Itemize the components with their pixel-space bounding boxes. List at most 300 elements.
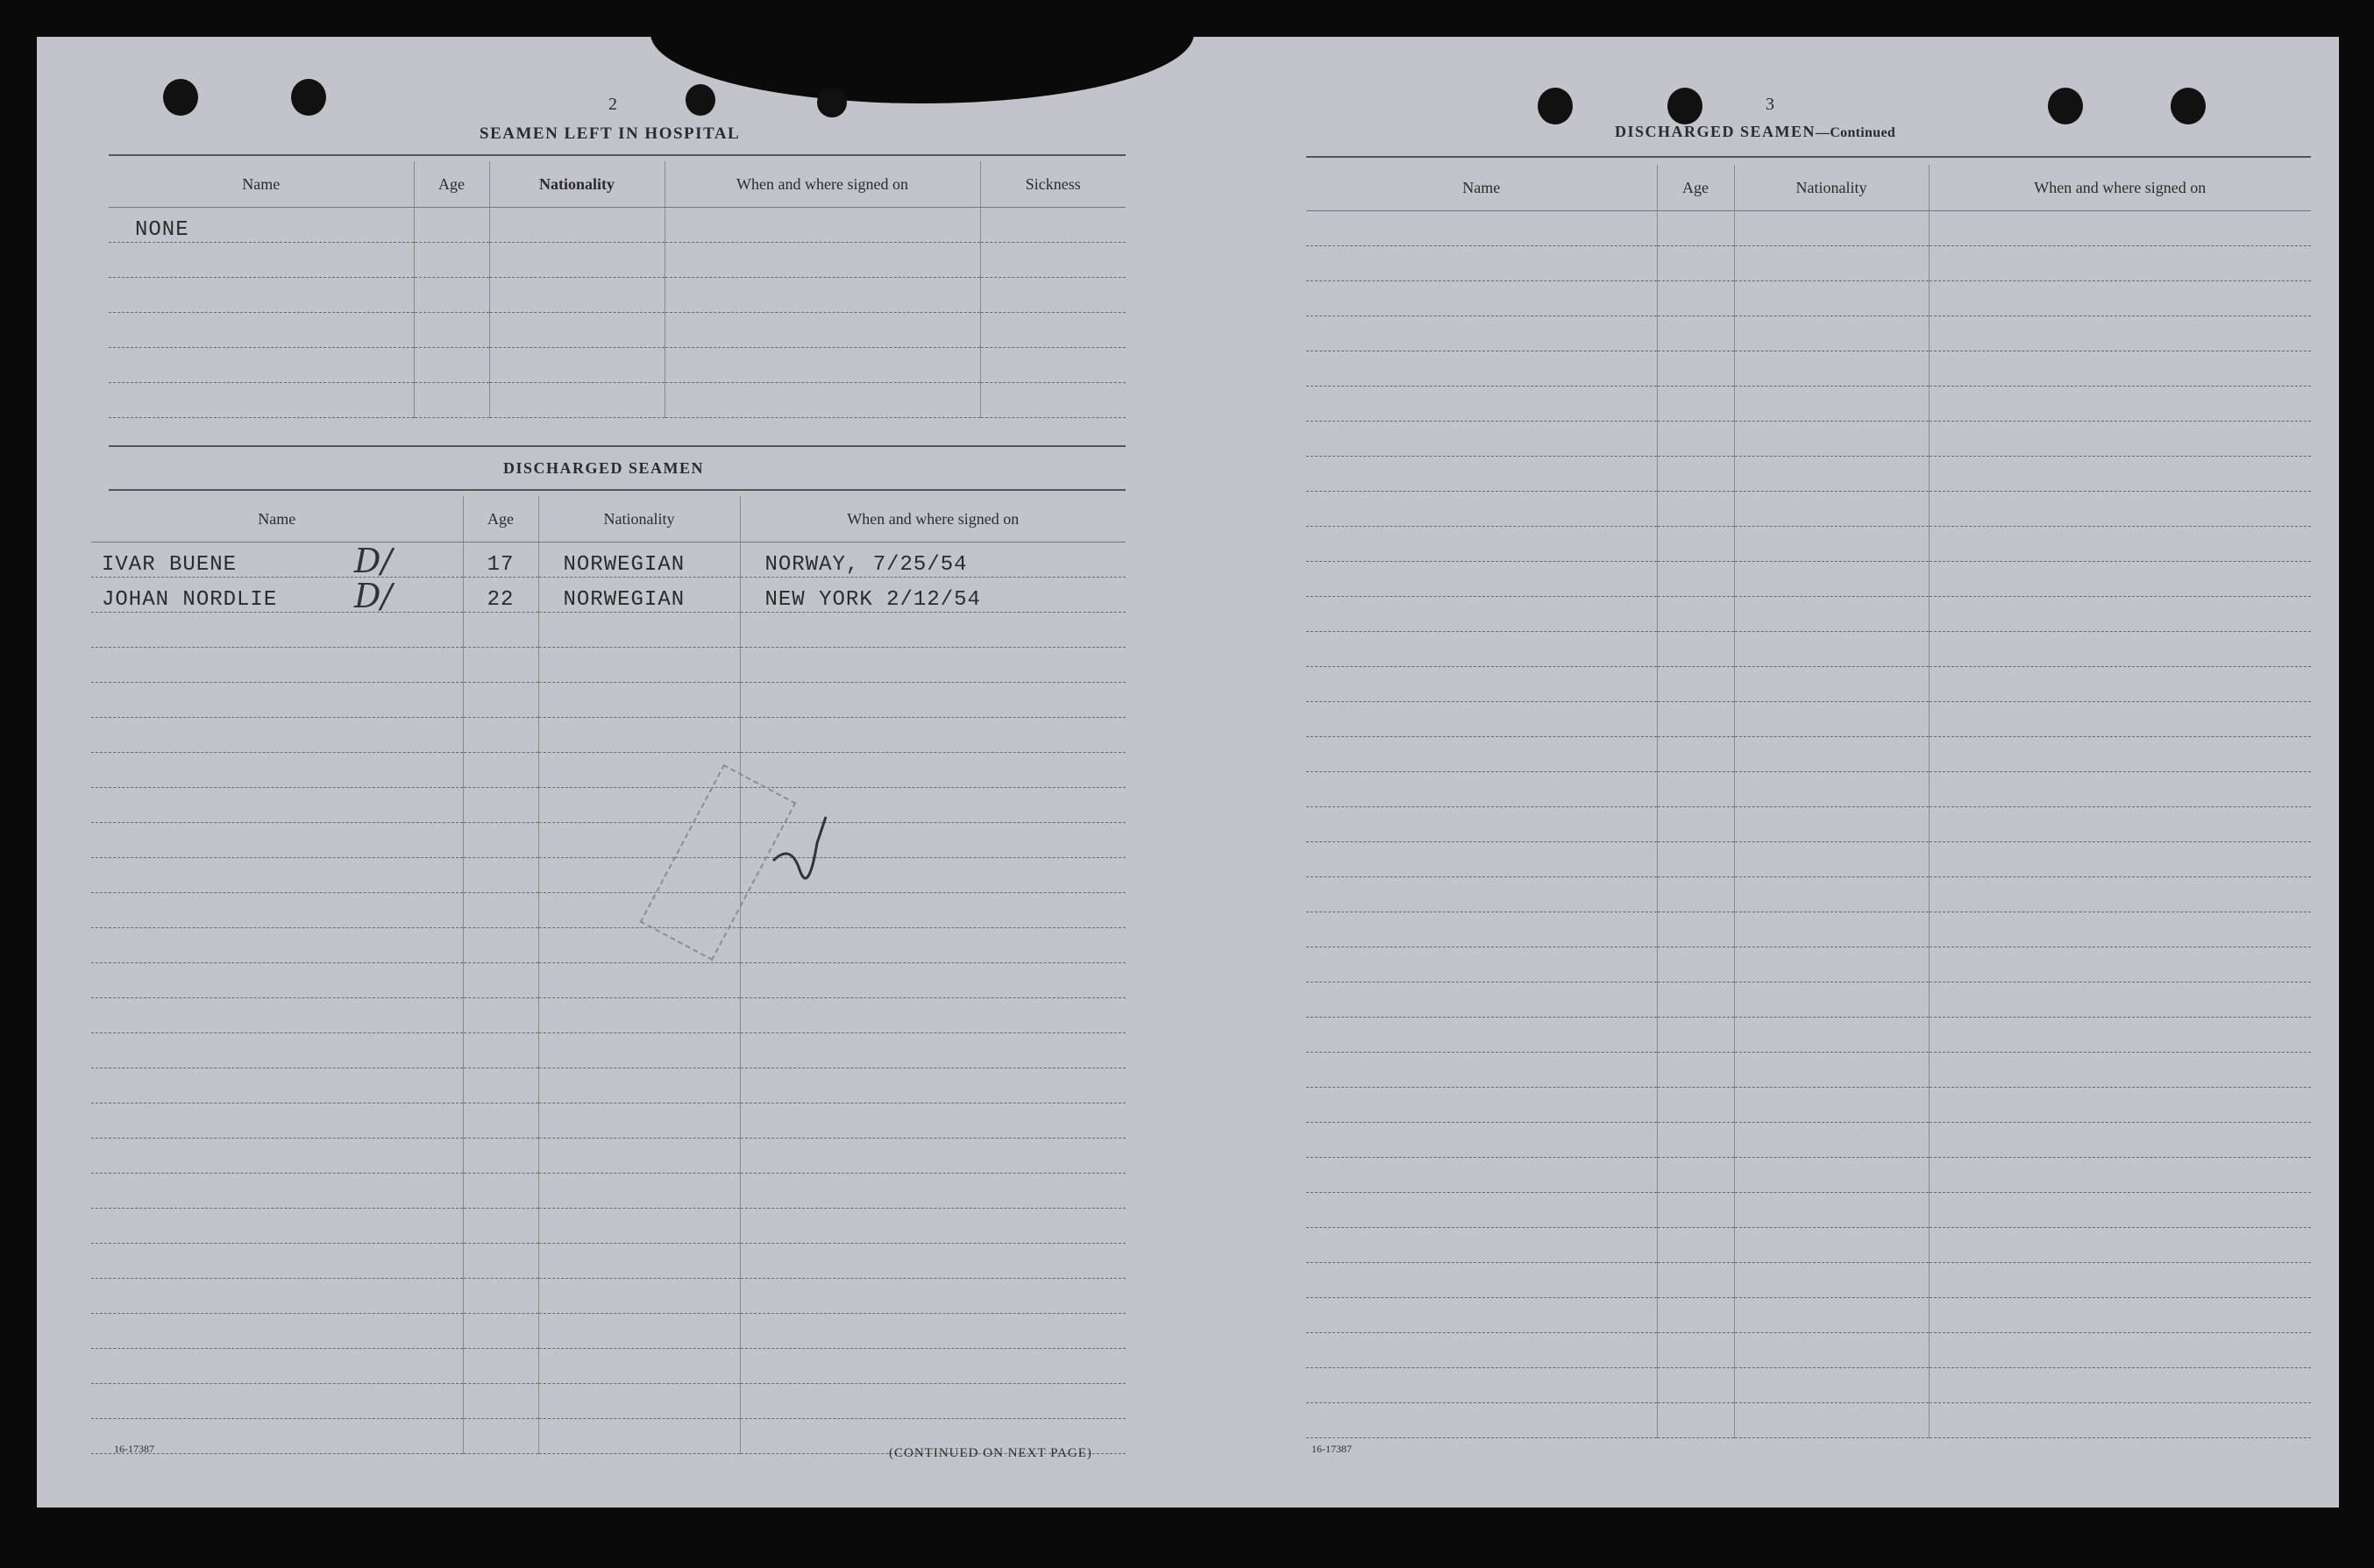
table-cell	[463, 823, 538, 858]
table-cell	[1657, 1263, 1734, 1298]
table-cell	[1306, 316, 1657, 351]
table-cell	[1657, 912, 1734, 947]
table-cell	[91, 1139, 463, 1174]
col-nationality: Nationality	[538, 496, 740, 543]
table-cell	[1734, 877, 1929, 912]
table-cell	[1929, 1263, 2311, 1298]
table-cell	[740, 718, 1126, 753]
table-cell	[1734, 1228, 1929, 1263]
table-cell	[489, 383, 665, 418]
table-cell	[1657, 246, 1734, 281]
table-cell	[1929, 702, 2311, 737]
table-cell	[980, 243, 1126, 278]
table-row	[1306, 1123, 2311, 1158]
rule	[109, 489, 1126, 491]
table-cell	[1929, 772, 2311, 807]
table-row	[91, 963, 1126, 998]
table-row	[1306, 597, 2311, 632]
table-cell	[1657, 842, 1734, 877]
table-row	[91, 1174, 1126, 1209]
table-cell	[463, 753, 538, 788]
table-cell	[1734, 562, 1929, 597]
col-age: Age	[414, 161, 489, 208]
table-cell	[1657, 807, 1734, 842]
table-row	[1306, 807, 2311, 842]
hospital-section-title: SEAMEN LEFT IN HOSPITAL	[480, 124, 741, 143]
table-cell	[1929, 632, 2311, 667]
table-cell	[1657, 351, 1734, 387]
table-cell	[489, 348, 665, 383]
table-row	[91, 1103, 1126, 1139]
table-cell	[1734, 1088, 1929, 1123]
table-cell	[91, 753, 463, 788]
table-cell	[1306, 281, 1657, 316]
table-cell	[414, 313, 489, 348]
table-cell	[1734, 422, 1929, 457]
col-when-where: When and where signed on	[740, 496, 1126, 543]
table-cell	[538, 1103, 740, 1139]
table-cell	[665, 348, 980, 383]
table-row	[1306, 772, 2311, 807]
table-cell	[463, 1068, 538, 1103]
table-cell	[1657, 1193, 1734, 1228]
table-cell	[1306, 1333, 1657, 1368]
table-row	[1306, 316, 2311, 351]
table-cell	[538, 1384, 740, 1419]
table-cell	[1306, 527, 1657, 562]
table-cell	[1657, 597, 1734, 632]
table-cell	[1657, 527, 1734, 562]
table-cell	[1657, 316, 1734, 351]
table-cell: JOHAN NORDLIE	[91, 578, 463, 613]
table-cell: NORWAY, 7/25/54	[740, 543, 1126, 578]
col-age: Age	[463, 496, 538, 543]
table-row	[1306, 1298, 2311, 1333]
table-cell	[463, 1103, 538, 1139]
table-row	[1306, 947, 2311, 983]
table-cell	[1306, 387, 1657, 422]
table-row	[1306, 1053, 2311, 1088]
table-cell	[109, 383, 414, 418]
table-cell	[1306, 1053, 1657, 1088]
table-cell	[1306, 667, 1657, 702]
table-cell	[740, 1244, 1126, 1279]
table-cell	[91, 718, 463, 753]
table-cell: 17	[463, 543, 538, 578]
table-cell	[91, 823, 463, 858]
table-cell	[1657, 632, 1734, 667]
table-row	[91, 1068, 1126, 1103]
table-cell	[740, 963, 1126, 998]
table-cell	[665, 208, 980, 243]
table-row	[91, 1314, 1126, 1349]
table-row	[1306, 983, 2311, 1018]
table-cell	[463, 788, 538, 823]
table-row	[91, 1209, 1126, 1244]
table-row	[1306, 1228, 2311, 1263]
table-row	[91, 718, 1126, 753]
table-cell	[1734, 1158, 1929, 1193]
table-row	[1306, 211, 2311, 246]
table-cell	[489, 243, 665, 278]
table-cell	[1306, 1123, 1657, 1158]
table-cell	[463, 1033, 538, 1068]
table-cell	[980, 348, 1126, 383]
table-row	[1306, 737, 2311, 772]
table-cell	[1929, 246, 2311, 281]
discharged-continued-table	[1306, 165, 2311, 1438]
table-cell	[91, 1244, 463, 1279]
table-cell	[1734, 1263, 1929, 1298]
table-cell	[1657, 983, 1734, 1018]
table-cell	[91, 1103, 463, 1139]
table-cell	[538, 1209, 740, 1244]
table-cell	[538, 648, 740, 683]
table-row	[1306, 877, 2311, 912]
table-row	[1306, 1263, 2311, 1298]
table-cell	[665, 313, 980, 348]
table-row	[1306, 1333, 2311, 1368]
table-row	[1306, 1368, 2311, 1403]
document-sheet	[37, 37, 2339, 1508]
table-cell	[740, 1314, 1126, 1349]
table-cell	[489, 278, 665, 313]
table-cell	[1929, 1088, 2311, 1123]
table-cell	[740, 1139, 1126, 1174]
table-cell	[1929, 842, 2311, 877]
table-row	[1306, 1193, 2311, 1228]
table-cell: NORWEGIAN	[538, 543, 740, 578]
handwritten-initials: D/	[354, 577, 393, 615]
table-row	[109, 208, 1126, 243]
table-row	[91, 928, 1126, 963]
table-cell	[538, 1068, 740, 1103]
table-cell	[1306, 1088, 1657, 1123]
table-cell	[665, 383, 980, 418]
table-row	[91, 1244, 1126, 1279]
table-cell	[1734, 947, 1929, 983]
table-cell	[463, 648, 538, 683]
table-cell	[1929, 281, 2311, 316]
table-cell	[1734, 1053, 1929, 1088]
table-cell	[1657, 947, 1734, 983]
table-row	[1306, 281, 2311, 316]
table-row	[91, 683, 1126, 718]
table-cell	[1306, 492, 1657, 527]
table-cell	[740, 1068, 1126, 1103]
table-cell	[1657, 1228, 1734, 1263]
table-row	[1306, 387, 2311, 422]
table-cell	[1929, 562, 2311, 597]
table-cell	[1306, 842, 1657, 877]
table-cell	[980, 278, 1126, 313]
col-sickness: Sickness	[980, 161, 1126, 208]
table-row	[91, 1349, 1126, 1384]
table-cell	[489, 313, 665, 348]
table-cell	[414, 208, 489, 243]
table-row	[91, 788, 1126, 823]
table-cell	[1929, 983, 2311, 1018]
table-cell	[1734, 1123, 1929, 1158]
table-cell	[1306, 1298, 1657, 1333]
title-text: DISCHARGED SEAMEN	[1615, 123, 1816, 140]
table-row	[1306, 1088, 2311, 1123]
table-cell	[1734, 1193, 1929, 1228]
table-cell	[740, 998, 1126, 1033]
col-nationality: Nationality	[1734, 165, 1929, 211]
table-cell	[91, 998, 463, 1033]
table-cell	[1734, 1298, 1929, 1333]
discharged-section-title: DISCHARGED SEAMEN	[503, 459, 705, 477]
table-cell	[463, 998, 538, 1033]
table-cell	[91, 648, 463, 683]
table-cell	[1657, 1298, 1734, 1333]
table-cell	[91, 893, 463, 928]
table-cell	[1306, 1018, 1657, 1053]
table-row	[91, 823, 1126, 858]
handwritten-mark	[764, 808, 835, 913]
table-cell	[1306, 1228, 1657, 1263]
table-cell	[538, 1279, 740, 1314]
table-row	[1306, 562, 2311, 597]
table-cell	[463, 1209, 538, 1244]
table-cell	[1306, 562, 1657, 597]
table-cell	[1929, 1123, 2311, 1158]
table-row	[1306, 702, 2311, 737]
table-cell	[463, 718, 538, 753]
table-cell	[91, 788, 463, 823]
table-row	[91, 753, 1126, 788]
table-cell	[91, 928, 463, 963]
table-row	[91, 613, 1126, 648]
table-cell	[1929, 1053, 2311, 1088]
table-cell	[740, 1279, 1126, 1314]
discharged-table	[91, 496, 1126, 1454]
table-cell: NORWEGIAN	[538, 578, 740, 613]
table-cell	[1929, 912, 2311, 947]
table-cell	[489, 208, 665, 243]
table-cell	[538, 1244, 740, 1279]
table-cell	[1657, 281, 1734, 316]
table-cell	[463, 1279, 538, 1314]
table-row	[91, 543, 1126, 578]
table-cell: NONE	[109, 208, 414, 243]
table-cell	[1734, 597, 1929, 632]
left-page	[37, 37, 1176, 1508]
table-cell	[1929, 1018, 2311, 1053]
table-row	[1306, 912, 2311, 947]
table-row	[91, 1279, 1126, 1314]
table-cell	[1734, 912, 1929, 947]
table-cell	[91, 613, 463, 648]
table-cell	[414, 383, 489, 418]
table-cell	[1734, 842, 1929, 877]
table-cell	[463, 1139, 538, 1174]
table-cell	[1306, 351, 1657, 387]
table-cell	[1657, 387, 1734, 422]
table-cell	[463, 893, 538, 928]
table-cell	[1929, 1193, 2311, 1228]
table-row	[1306, 246, 2311, 281]
table-cell	[1929, 1333, 2311, 1368]
table-row	[1306, 1403, 2311, 1438]
table-row	[109, 383, 1126, 418]
table-cell	[463, 683, 538, 718]
table-cell	[1657, 1053, 1734, 1088]
table-cell	[1929, 1228, 2311, 1263]
table-cell	[91, 963, 463, 998]
table-row	[1306, 632, 2311, 667]
table-cell	[1929, 316, 2311, 351]
table-cell	[1929, 422, 2311, 457]
table-cell	[1734, 281, 1929, 316]
page-number: 2	[608, 95, 617, 114]
table-cell	[740, 753, 1126, 788]
table-cell	[109, 348, 414, 383]
table-cell	[1734, 1403, 1929, 1438]
table-cell	[1929, 667, 2311, 702]
table-row	[91, 1384, 1126, 1419]
table-cell	[1929, 387, 2311, 422]
hospital-table	[109, 161, 1126, 418]
table-cell	[538, 1349, 740, 1384]
table-cell	[538, 718, 740, 753]
table-cell	[1657, 1088, 1734, 1123]
table-cell	[1306, 1368, 1657, 1403]
table-cell	[1306, 1403, 1657, 1438]
table-cell	[91, 1068, 463, 1103]
table-cell	[1734, 387, 1929, 422]
table-cell	[665, 243, 980, 278]
table-cell	[91, 1349, 463, 1384]
table-cell	[1734, 1018, 1929, 1053]
table-cell	[1734, 527, 1929, 562]
table-cell	[1929, 211, 2311, 246]
table-cell	[1306, 772, 1657, 807]
table-cell	[1306, 947, 1657, 983]
table-cell	[1306, 702, 1657, 737]
table-cell	[1657, 1158, 1734, 1193]
table-cell	[1657, 422, 1734, 457]
table-cell	[463, 1244, 538, 1279]
table-cell	[1657, 702, 1734, 737]
table-cell	[1657, 562, 1734, 597]
table-cell	[538, 1033, 740, 1068]
table-cell	[1734, 211, 1929, 246]
table-cell	[1306, 807, 1657, 842]
table-cell	[538, 963, 740, 998]
table-cell	[1306, 737, 1657, 772]
table-cell	[463, 1419, 538, 1454]
table-cell	[538, 1419, 740, 1454]
table-cell	[1306, 912, 1657, 947]
table-cell	[538, 1139, 740, 1174]
table-cell	[665, 278, 980, 313]
table-cell	[463, 1384, 538, 1419]
table-cell	[1929, 947, 2311, 983]
table-row	[1306, 1018, 2311, 1053]
table-cell	[1657, 1333, 1734, 1368]
table-cell	[740, 1384, 1126, 1419]
table-cell: 22	[463, 578, 538, 613]
table-row	[109, 243, 1126, 278]
table-cell	[740, 613, 1126, 648]
table-cell	[109, 313, 414, 348]
table-cell	[1929, 737, 2311, 772]
table-cell	[980, 208, 1126, 243]
title-suffix: —Continued	[1816, 125, 1896, 140]
table-row	[91, 1033, 1126, 1068]
table-cell	[463, 1349, 538, 1384]
table-row	[1306, 422, 2311, 457]
table-cell	[1734, 632, 1929, 667]
table-row	[1306, 351, 2311, 387]
table-cell	[538, 998, 740, 1033]
table-cell	[1734, 1368, 1929, 1403]
table-cell	[1306, 597, 1657, 632]
table-cell	[1306, 632, 1657, 667]
table-cell	[1306, 1193, 1657, 1228]
table-cell	[1734, 492, 1929, 527]
rule	[109, 445, 1126, 447]
table-cell	[538, 753, 740, 788]
table-row	[91, 1139, 1126, 1174]
table-cell	[91, 1314, 463, 1349]
table-cell	[1929, 597, 2311, 632]
table-row	[91, 858, 1126, 893]
table-cell	[740, 1033, 1126, 1068]
table-row	[91, 648, 1126, 683]
table-cell	[414, 243, 489, 278]
table-cell	[91, 1033, 463, 1068]
table-cell	[1306, 457, 1657, 492]
table-row	[1306, 667, 2311, 702]
table-cell	[740, 648, 1126, 683]
table-cell	[109, 278, 414, 313]
col-name: Name	[109, 161, 414, 208]
table-cell	[1929, 1298, 2311, 1333]
table-cell	[1734, 983, 1929, 1018]
table-cell	[91, 1279, 463, 1314]
table-cell	[1657, 772, 1734, 807]
table-cell	[538, 683, 740, 718]
form-number: 16-17387	[114, 1443, 154, 1455]
table-cell	[1929, 1368, 2311, 1403]
table-row	[91, 998, 1126, 1033]
table-cell	[538, 613, 740, 648]
table-cell	[1734, 316, 1929, 351]
rule	[109, 154, 1126, 156]
table-cell	[463, 1314, 538, 1349]
table-cell	[1929, 807, 2311, 842]
continued-note: (CONTINUED ON NEXT PAGE)	[889, 1446, 1092, 1460]
table-cell	[1929, 877, 2311, 912]
col-nationality: Nationality	[489, 161, 665, 208]
table-cell	[1734, 737, 1929, 772]
col-age: Age	[1657, 165, 1734, 211]
table-cell	[1657, 737, 1734, 772]
table-cell	[1734, 1333, 1929, 1368]
table-cell: NEW YORK 2/12/54	[740, 578, 1126, 613]
page-number: 3	[1766, 95, 1774, 114]
table-cell	[1657, 1123, 1734, 1158]
table-cell	[1657, 457, 1734, 492]
table-cell	[1306, 1158, 1657, 1193]
table-cell	[1306, 877, 1657, 912]
table-cell	[414, 348, 489, 383]
table-cell	[1657, 1403, 1734, 1438]
col-name: Name	[91, 496, 463, 543]
